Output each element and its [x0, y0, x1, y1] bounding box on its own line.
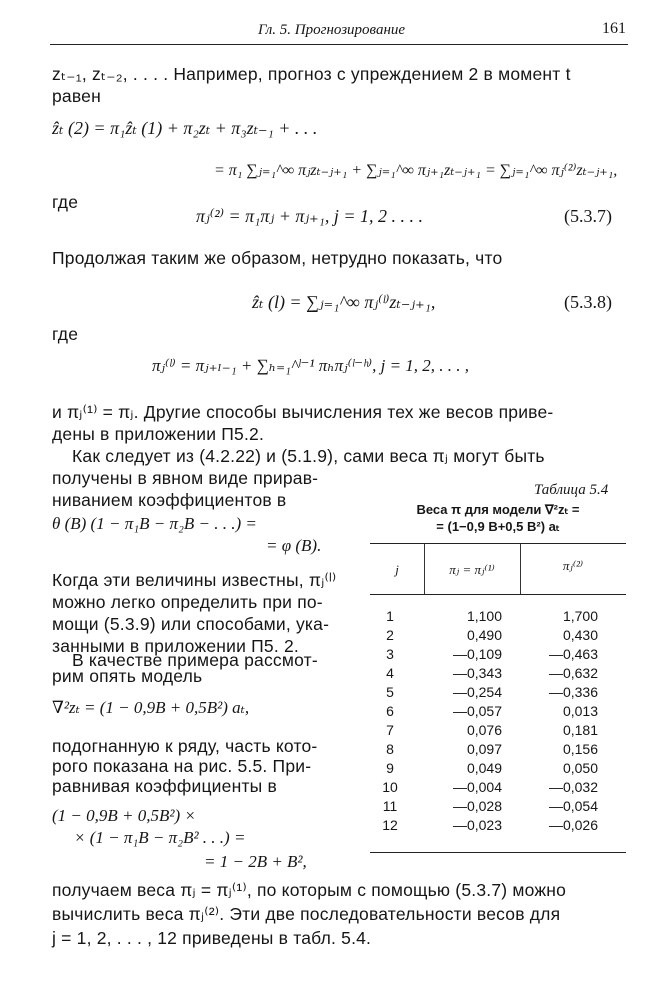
table-title-line-1: Веса π для модели ∇²zₜ = — [416, 502, 580, 517]
table-cell-pi2: —0,463 — [548, 646, 598, 662]
table-cell-pi1: 0,049 — [466, 760, 502, 776]
table-cell-j: 4 — [386, 665, 394, 681]
equation-7b: × (1 − π₁B − π₂B² . . .) = — [74, 828, 246, 847]
table-bottom-rule — [370, 852, 626, 853]
paragraph-3-line-1: и πⱼ⁽¹⁾ = πⱼ. Другие способы вычисления тех же весов приве- — [52, 402, 554, 422]
table-cell-pi1: —0,109 — [452, 646, 502, 662]
equation-5b: = φ (B). — [266, 536, 322, 555]
equation-5a: θ (B) (1 − π₁B − π₂B − . . .) = — [52, 514, 257, 533]
equation-1a: ẑₜ (2) = π₁ẑₜ (1) + π₂zₜ + π₃zₜ₋₁ + . . . — [52, 118, 318, 138]
page-number: 161 — [602, 20, 626, 37]
table-cell-pi1: —0,028 — [452, 798, 502, 814]
table-cell-pi1: —0,343 — [452, 665, 502, 681]
running-title: Гл. 5. Прогнозирование — [258, 22, 406, 38]
paragraph-5-line-1: Когда эти величины известны, πⱼ⁽ˡ⁾ — [52, 570, 337, 590]
paragraph-8-line-1: получаем веса πⱼ = πⱼ⁽¹⁾, по которым с помощью (5.3.7) можно — [52, 880, 567, 900]
equation-2: πⱼ⁽²⁾ = π₁πⱼ + πⱼ₊₁, j = 1, 2 . . . . — [196, 206, 424, 226]
table-cell-j: 12 — [382, 817, 398, 833]
text-line-1: zₜ₋₁, zₜ₋₂, . . . . Например, прогноз с упреждением 2 в момент t — [52, 64, 571, 84]
table-cell-pi2: —0,032 — [548, 779, 598, 795]
table-cell-j: 7 — [386, 722, 394, 738]
equation-6: ∇²zₜ = (1 − 0,9B + 0,5B²) aₜ, — [52, 698, 250, 717]
table-cell-j: 2 — [386, 627, 394, 643]
table-cell-pi2: 0,181 — [562, 722, 598, 738]
table-cell-pi1: —0,057 — [452, 703, 502, 719]
table-cell-pi2: —0,054 — [548, 798, 598, 814]
equation-4: πⱼ⁽ˡ⁾ = πⱼ₊ₗ₋₁ + ∑ₕ₌₁^ˡ⁻¹ πₕπⱼ⁽ˡ⁻ʰ⁾, j = 1, 2, . . . , — [152, 356, 470, 375]
paragraph-4-line-2: получены в явном виде прирав- — [52, 468, 319, 488]
text-line-2: равен — [52, 86, 101, 106]
equation-3: ẑₜ (l) = ∑ⱼ₌₁^∞ πⱼ⁽ˡ⁾zₜ₋ⱼ₊₁, — [252, 292, 436, 312]
where-2: где — [52, 324, 79, 344]
equation-7a: (1 − 0,9B + 0,5B²) × — [52, 806, 196, 825]
paragraph-3-line-2: дены в приложении П5.2. — [52, 424, 265, 444]
paragraph-4-line-1: Как следует из (4.2.22) и (5.1.9), сами веса πⱼ могут быть — [72, 446, 545, 466]
table-cell-pi1: 0,097 — [466, 741, 502, 757]
paragraph-5-line-3: мощи (5.3.9) или способами, ука- — [52, 614, 330, 634]
table-header-rule — [370, 594, 626, 595]
where-1: где — [52, 192, 79, 212]
paragraph-7-line-3: равнивая коэффициенты в — [52, 776, 278, 796]
table-cell-pi1: 0,076 — [466, 722, 502, 738]
paragraph-5-line-4: занными в приложении П5. 2. — [52, 636, 299, 656]
table-cell-j: 5 — [386, 684, 394, 700]
table-cell-j: 11 — [382, 798, 398, 814]
paragraph-6-line-2: рим опять модель — [52, 666, 203, 686]
paragraph-8-line-2: вычислить веса πⱼ⁽²⁾. Эти две последовательности весов для — [52, 904, 561, 924]
table-cell-pi2: 1,700 — [562, 608, 598, 624]
paragraph-2: Продолжая таким же образом, нетрудно показать, что — [52, 248, 503, 268]
table-cell-j: 3 — [386, 646, 394, 662]
equation-number-538: (5.3.8) — [564, 292, 612, 312]
table-caption: Таблица 5.4 — [534, 482, 609, 498]
table-title-line-2: = (1−0,9 B+0,5 B²) aₜ — [436, 519, 560, 534]
table-cell-j: 10 — [382, 779, 398, 795]
table-cell-pi1: 0,490 — [466, 627, 502, 643]
equation-7c: = 1 − 2B + B², — [204, 852, 307, 871]
table-cell-pi2: —0,026 — [548, 817, 598, 833]
equation-1b: = π₁ ∑ⱼ₌₁^∞ πⱼzₜ₋ⱼ₊₁ + ∑ⱼ₌₁^∞ πⱼ₊₁zₜ₋ⱼ₊₁ = ∑ⱼ₌₁^∞ πⱼ⁽²⁾zₜ₋ⱼ₊₁, — [214, 162, 618, 179]
table-header-pi2: πⱼ⁽²⁾ — [562, 558, 584, 573]
table-header-pi1: πⱼ = πⱼ⁽¹⁾ — [449, 562, 495, 577]
table-cell-j: 8 — [386, 741, 394, 757]
table-header-j: j — [395, 562, 399, 577]
table-cell-pi2: 0,430 — [562, 627, 598, 643]
table-cell-pi1: —0,023 — [452, 817, 502, 833]
paragraph-7-line-1: подогнанную к ряду, часть кото- — [52, 736, 318, 756]
table-cell-j: 1 — [386, 608, 394, 624]
paragraph-5-line-2: можно легко определить при по- — [52, 592, 323, 612]
table-cell-j: 6 — [386, 703, 394, 719]
table-cell-pi1: 1,100 — [466, 608, 502, 624]
paragraph-6-line-1: В качестве примера рассмот- — [72, 650, 318, 670]
paragraph-8-line-3: j = 1, 2, . . . , 12 приведены в табл. 5.4. — [52, 928, 372, 948]
table-cell-pi2: —0,336 — [548, 684, 598, 700]
paragraph-4-line-3: ниванием коэффициентов в — [52, 490, 287, 510]
table-cell-pi2: 0,013 — [562, 703, 598, 719]
equation-number-537: (5.3.7) — [564, 206, 612, 226]
table-cell-pi2: —0,632 — [548, 665, 598, 681]
table-cell-j: 9 — [386, 760, 394, 776]
table-cell-pi1: —0,004 — [452, 779, 502, 795]
paragraph-7-line-2: рого показана на рис. 5.5. При- — [52, 756, 312, 776]
table-cell-pi2: 0,050 — [562, 760, 598, 776]
header-rule — [50, 44, 628, 45]
table-cell-pi2: 0,156 — [562, 741, 598, 757]
table-cell-pi1: —0,254 — [452, 684, 502, 700]
table-top-rule — [370, 543, 626, 544]
